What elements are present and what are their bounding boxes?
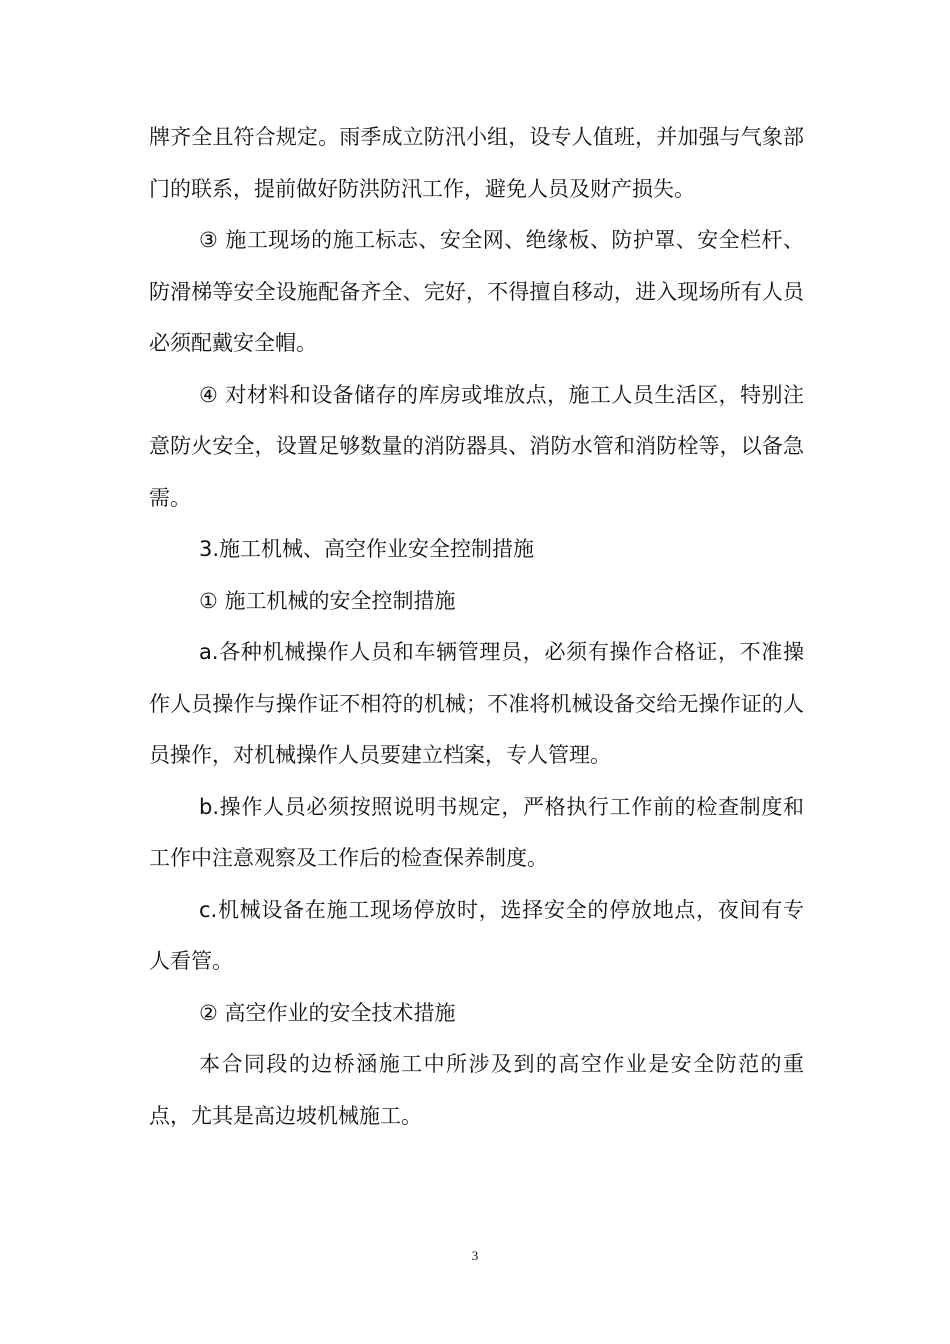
paragraph-high-altitude: 本合同段的边桥涵施工中所涉及到的高空作业是安全防范的重点，尤其是高边坡机械施工。 (149, 1052, 804, 1128)
paragraph-safety-facilities: ③ 施工现场的施工标志、安全网、绝缘板、防护罩、安全栏杆、防滑梯等安全设施配备齐全、完好，不得擅自移动，进入现场所有人员必须配戴安全帽。 (149, 228, 804, 355)
section-heading: 3.施工机械、高空作业安全控制措施 (199, 537, 535, 561)
page-number: 3 (471, 1248, 479, 1263)
subsection-heading-high-altitude: ② 高空作业的安全技术措施 (199, 1000, 456, 1025)
document-body (149, 112, 804, 1142)
subsection-heading-machinery: ① 施工机械的安全控制措施 (199, 588, 456, 613)
paragraph-continuation: 牌齐全且符合规定。雨季成立防汛小组，设专人值班，并加强与气象部门的联系，提前做好防洪防汛工作，避免人员及财产损失。 (149, 125, 804, 201)
paragraph-item-c: c.机械设备在施工现场停放时，选择安全的停放地点，夜间有专人看管。 (149, 897, 804, 973)
paragraph-item-b: b.操作人员必须按照说明书规定，严格执行工作前的检查制度和工作中注意观察及工作后的检查保养制度。 (149, 794, 804, 870)
paragraph-fire-safety: ④ 对材料和设备储存的库房或堆放点，施工人员生活区，特别注意防火安全，设置足够数量的消防器具、消防水管和消防栓等，以备急需。 (149, 382, 804, 510)
paragraph-item-a: a.各种机械操作人员和车辆管理员，必须有操作合格证，不准操作人员操作与操作证不相符的机械；不准将机械设备交给无操作证的人员操作，对机械操作人员要建立档案，专人管理。 (149, 640, 804, 767)
